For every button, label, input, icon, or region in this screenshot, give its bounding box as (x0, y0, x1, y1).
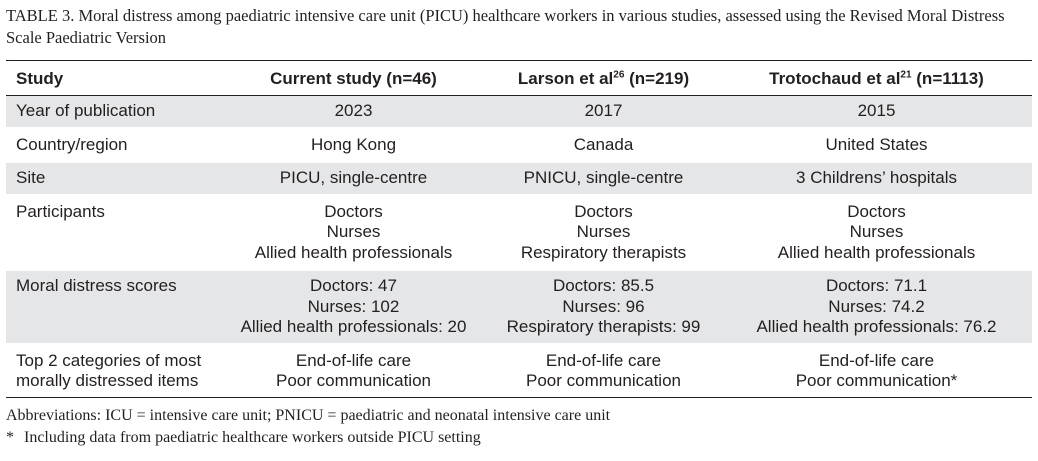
table-cell-col1 (221, 162, 486, 196)
table-cell-col2 (486, 96, 721, 129)
cell-line: United States (825, 134, 928, 154)
cell-line: Poor communication (526, 371, 681, 390)
footnote-mark: * (6, 429, 14, 446)
cell-line: Nurses (326, 222, 381, 241)
header-trotochaud-n: (n=1113) (911, 69, 984, 89)
table-cell-col1 (221, 195, 486, 270)
row-label: Year of publication (6, 96, 221, 129)
table-cell-col2 (486, 195, 721, 270)
table-notes (6, 405, 610, 449)
table-row-top-categories (6, 344, 1032, 397)
cell-line: Doctors (574, 201, 633, 221)
header-trotochaud-name: Trotochaud et al (769, 69, 901, 89)
table-cell-col2 (486, 128, 721, 162)
table-cell-col3 (721, 270, 1032, 345)
cell-line: End-of-life care (295, 350, 412, 370)
table-header-row (6, 61, 1032, 96)
table-cell-col2 (486, 344, 721, 397)
cell-line: 2023 (334, 101, 373, 120)
row-label: Country/region (16, 134, 128, 154)
cell-line: Allied health professionals (254, 242, 453, 262)
table-cell-col2 (486, 162, 721, 196)
cell-line: End-of-life care (818, 350, 935, 370)
cell-line: Allied health professionals (777, 242, 976, 262)
cell-line: Doctors (324, 201, 383, 221)
table-cell-col3 (721, 195, 1032, 270)
header-current-study: Current study (n=46) (270, 69, 437, 89)
row-label: Moral distress scores (6, 270, 221, 345)
cell-line: Nurses: 96 (562, 296, 645, 316)
row-label: Top 2 categories of most morally distressed items (16, 350, 202, 390)
cell-line: 2017 (584, 101, 623, 120)
table-caption-label: TABLE 3. (6, 6, 75, 25)
cell-line: Doctors: 47 (310, 276, 397, 295)
header-study: Study (16, 69, 64, 89)
cell-line: Poor communication* (795, 371, 958, 390)
table-row-participants (6, 195, 1032, 270)
cell-line: Respiratory therapists (520, 242, 687, 262)
header-larson-n: (n=219) (624, 69, 690, 89)
row-label: Participants (16, 201, 105, 221)
cell-line: Hong Kong (310, 134, 397, 154)
cell-line: Doctors: 71.1 (825, 276, 928, 295)
table-cell-col3 (721, 96, 1032, 129)
table-cell-col1 (221, 270, 486, 345)
cell-line: Nurses (849, 222, 904, 241)
cell-line: Nurses: 102 (307, 296, 400, 316)
table-cell-col1 (221, 128, 486, 162)
table-row-site (6, 162, 1032, 196)
cell-line: Poor communication (276, 371, 431, 390)
cell-line: PNICU, single-centre (523, 168, 684, 187)
table-cell-col2 (486, 270, 721, 345)
footnote-text: Including data from paediatric healthcare workers outside PICU setting (24, 429, 481, 446)
cell-line: 3 Childrens’ hospitals (796, 168, 957, 187)
table-cell-col1 (221, 344, 486, 397)
header-larson-ref: 26 (613, 69, 625, 81)
table-caption (6, 5, 1031, 49)
cell-line: Allied health professionals: 76.2 (756, 317, 997, 336)
cell-line: Respiratory therapists: 99 (506, 317, 701, 336)
table-row-scores (6, 270, 1032, 345)
comparison-table (6, 60, 1032, 398)
table-caption-text: Moral distress among paediatric intensive care unit (PICU) healthcare workers in various studies, assessed using the Revised Moral Distress Scale Paediatric Version (6, 6, 1005, 47)
header-larson (486, 61, 721, 96)
header-trotochaud-ref: 21 (900, 69, 912, 81)
cell-line: Canada (573, 134, 634, 154)
cell-line: End-of-life care (545, 350, 662, 370)
table-cell-col1 (221, 96, 486, 129)
cell-line: Nurses: 74.2 (828, 296, 925, 316)
row-label: Site (6, 162, 221, 196)
table-row-year (6, 96, 1032, 129)
cell-line: 2015 (857, 101, 896, 120)
cell-line: PICU, single-centre (279, 168, 428, 187)
cell-line: Doctors (847, 201, 906, 221)
cell-line: Nurses (576, 222, 631, 241)
table-cell-col3 (721, 128, 1032, 162)
header-trotochaud (721, 61, 1032, 96)
cell-line: Doctors: 85.5 (552, 276, 655, 295)
abbreviations-note: Abbreviations: ICU = intensive care unit; PNICU = paediatric and neonatal intensive care unit (6, 407, 611, 424)
footnote (6, 427, 610, 449)
header-larson-name: Larson et al (517, 69, 614, 89)
table-cell-col3 (721, 162, 1032, 196)
table-cell-col3 (721, 344, 1032, 397)
table-row-country (6, 128, 1032, 162)
cell-line: Allied health professionals: 20 (240, 317, 467, 336)
